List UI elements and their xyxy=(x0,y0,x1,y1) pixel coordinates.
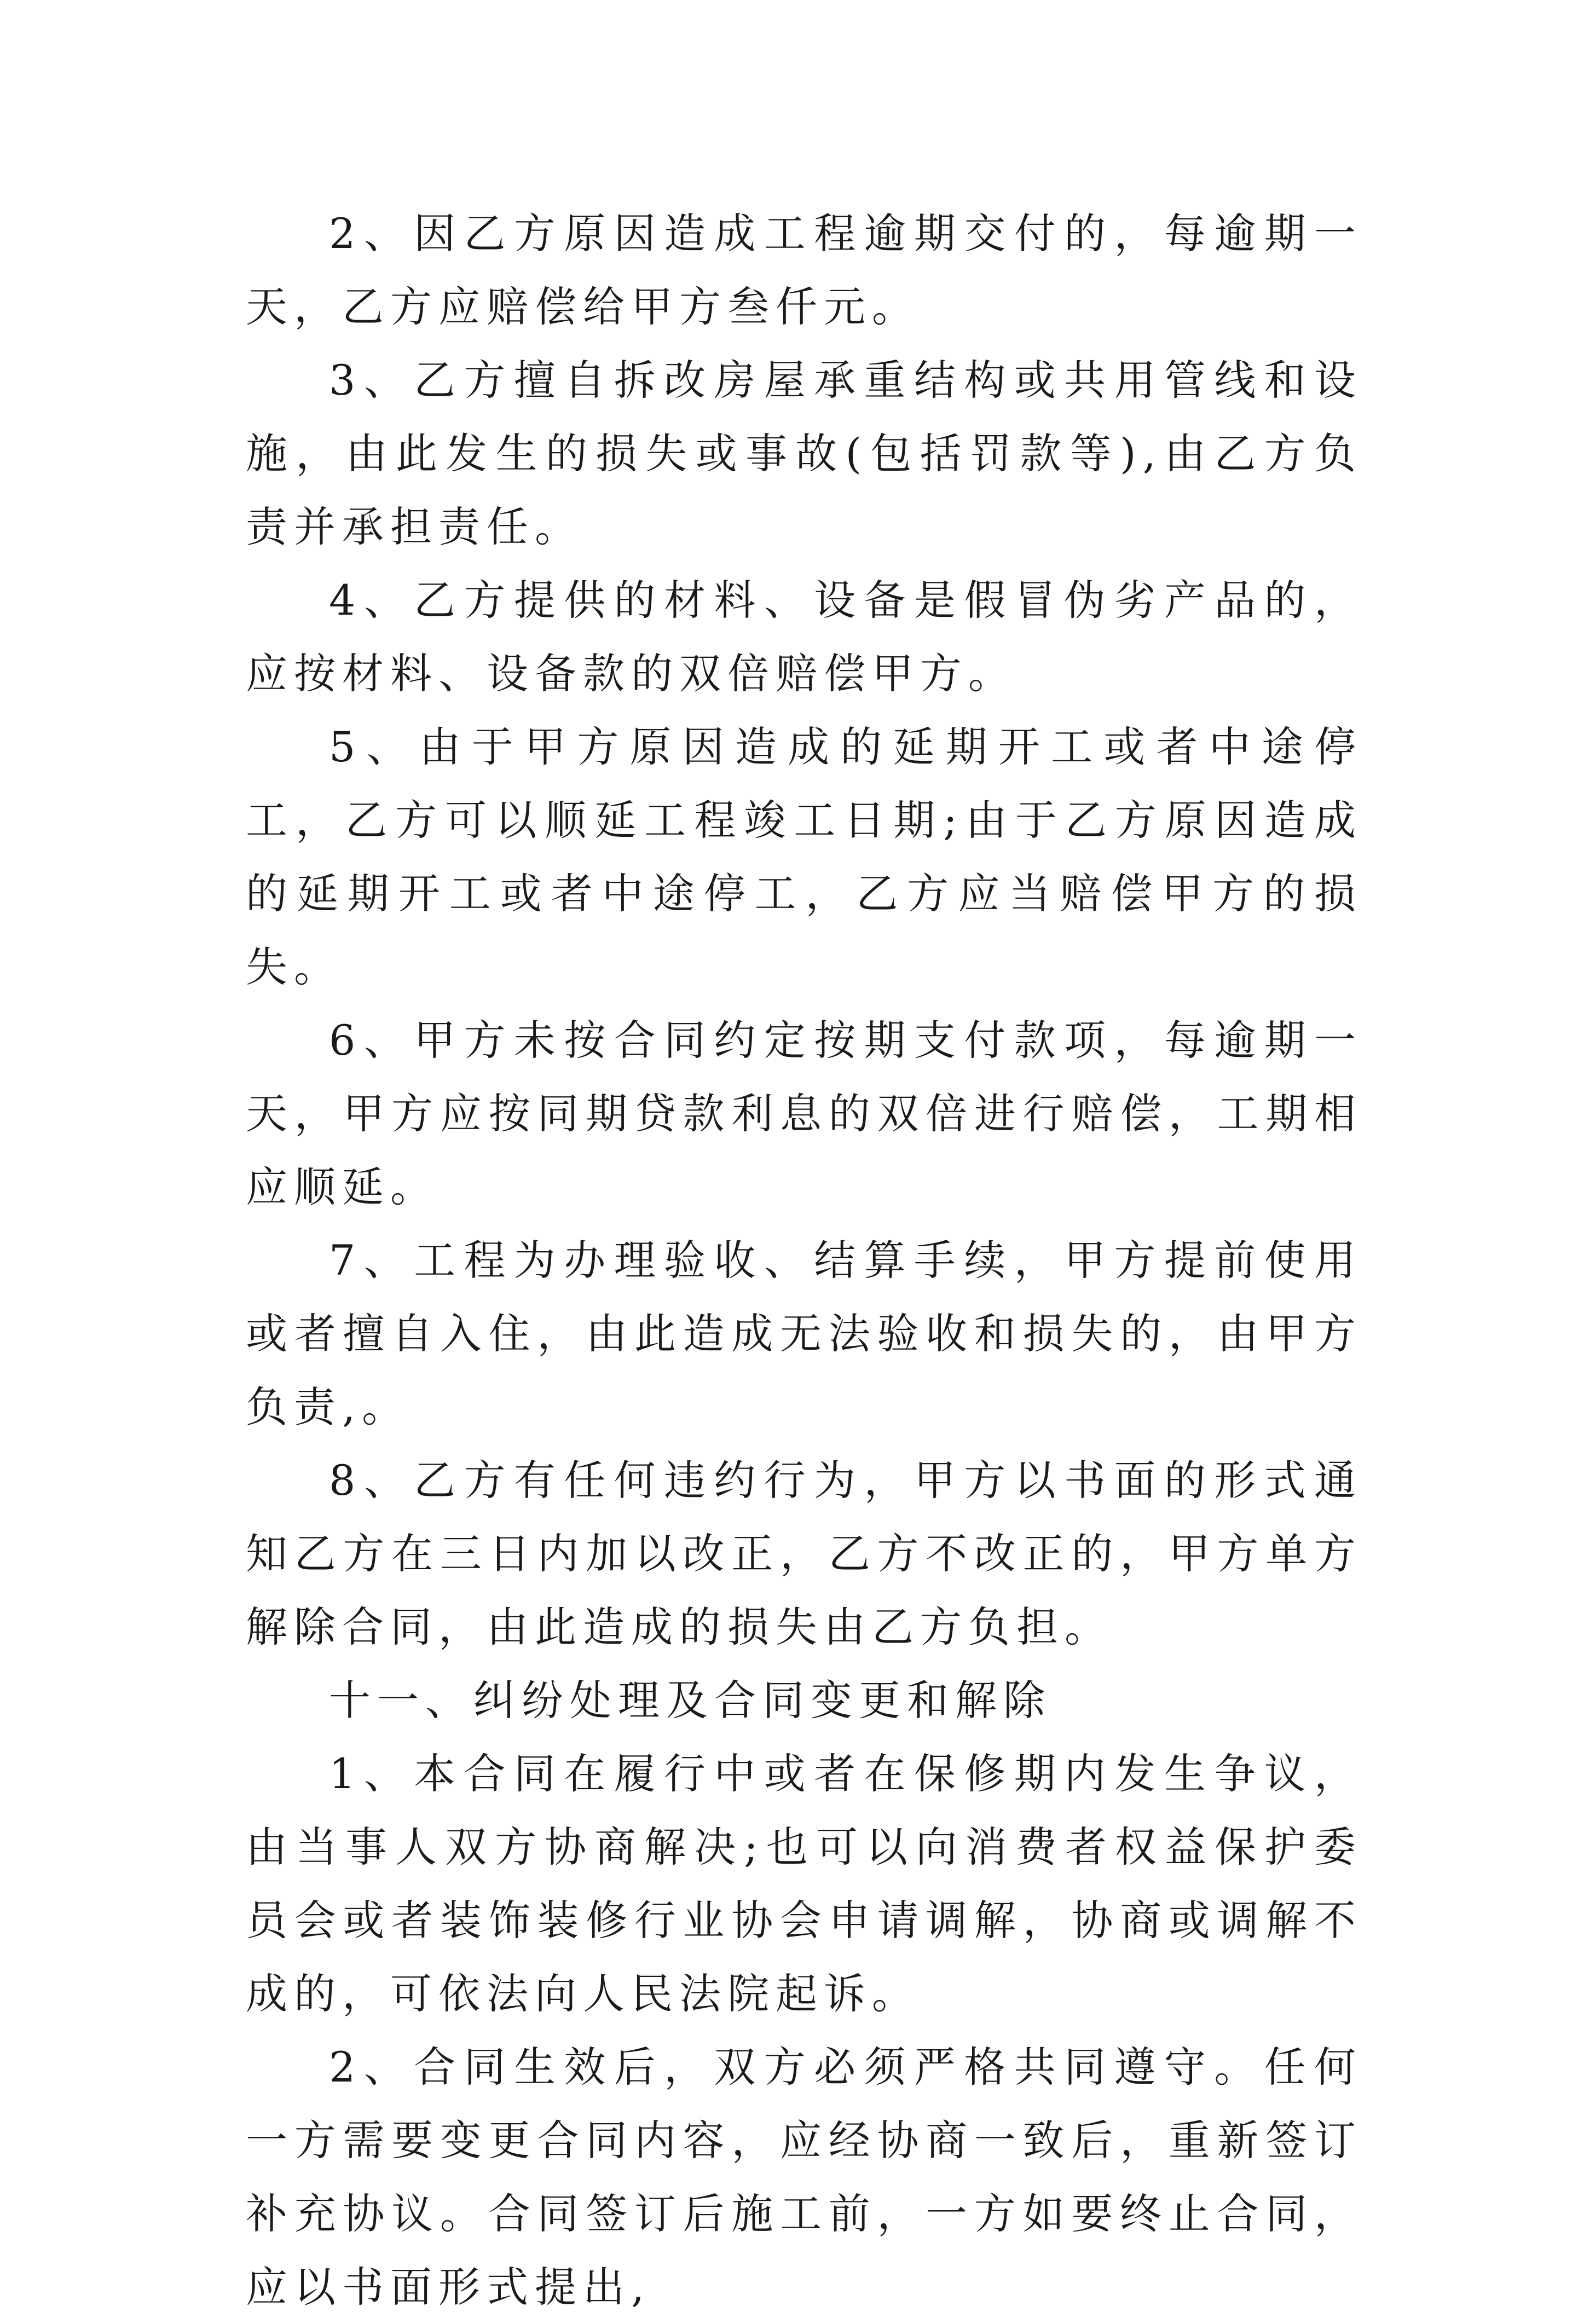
paragraph-penalty-7: 7、工程为办理验收、结算手续，甲方提前使用或者擅自入住，由此造成无法验收和损失的，由甲方负责,。 xyxy=(246,1236,1362,1431)
paragraph-dispute-2: 2、合同生效后，双方必须严格共同遵守。任何一方需要变更合同内容，应经协商一致后，重新签订补充协议。合同签订后施工前，一方如要终止合同，应以书面形式提出, xyxy=(246,2043,1362,2311)
paragraph-penalty-6: 6、甲方未按合同约定按期支付款项，每逾期一天，甲方应按同期贷款利息的双倍进行赔偿，工期相应顺延。 xyxy=(246,1016,1362,1211)
paragraph-dispute-1: 1、本合同在履行中或者在保修期内发生争议，由当事人双方协商解决;也可以向消费者权益保护委员会或者装饰装修行业协会申请调解，协商或调解不成的，可依法向人民法院起诉。 xyxy=(246,1749,1362,2018)
paragraph-penalty-8: 8、乙方有任何违约行为，甲方以书面的形式通知乙方在三日内加以改正，乙方不改正的，甲方单方解除合同，由此造成的损失由乙方负担。 xyxy=(246,1456,1362,1651)
paragraph-penalty-3: 3、乙方擅自拆改房屋承重结构或共用管线和设施，由此发生的损失或事故(包括罚款等),由乙方负责并承担责任。 xyxy=(246,356,1362,551)
section-heading-11: 十一、纠纷处理及合同变更和解除 xyxy=(329,1676,1051,1725)
document-body xyxy=(246,197,1362,2324)
paragraph-penalty-2: 2、因乙方原因造成工程逾期交付的，每逾期一天，乙方应赔偿给甲方叁仟元。 xyxy=(246,209,1362,331)
paragraph-penalty-4: 4、乙方提供的材料、设备是假冒伪劣产品的，应按材料、设备款的双倍赔偿甲方。 xyxy=(246,576,1362,698)
paragraph-penalty-5: 5、由于甲方原因造成的延期开工或者中途停工，乙方可以顺延工程竣工日期;由于乙方原因造成的延期开工或者中途停工，乙方应当赔偿甲方的损失。 xyxy=(246,722,1362,991)
